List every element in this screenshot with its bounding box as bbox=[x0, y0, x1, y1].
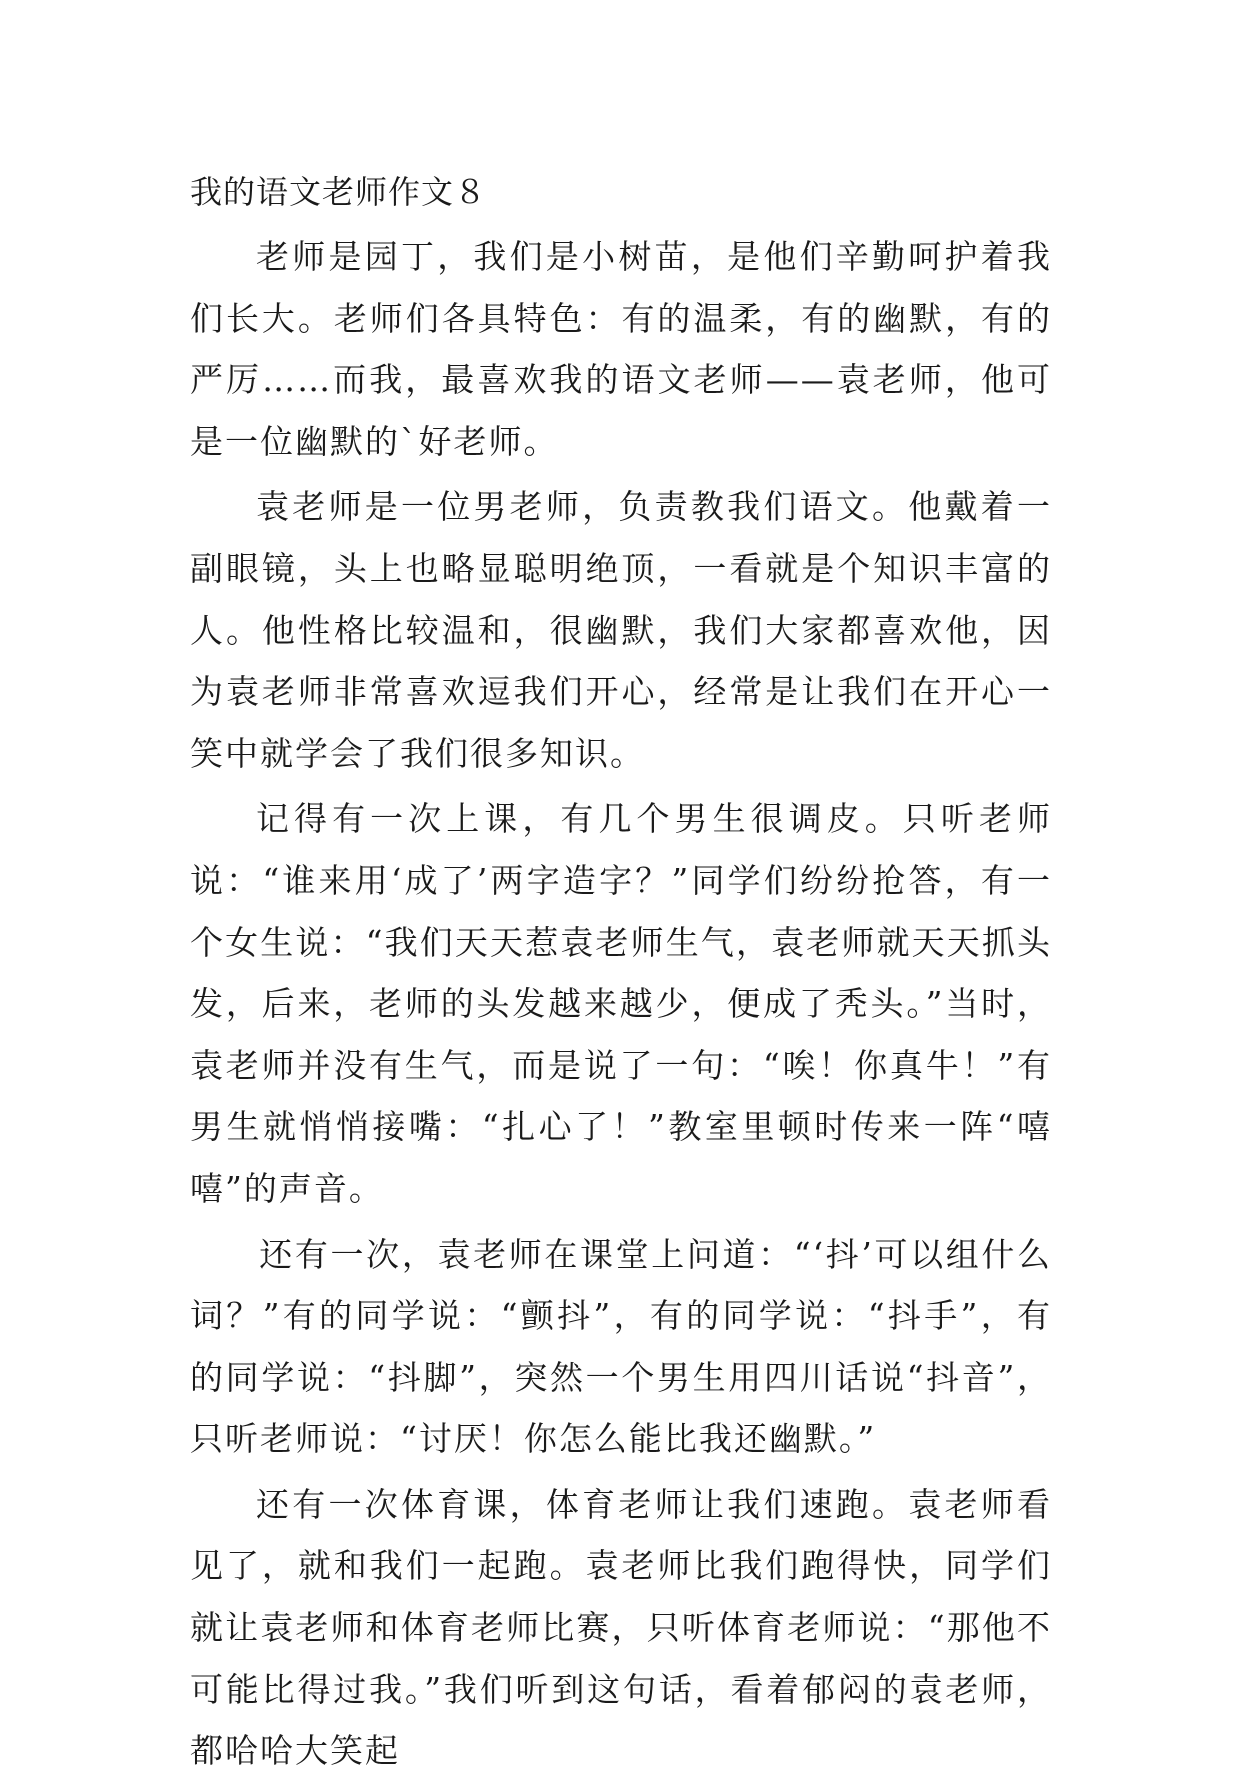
paragraph: 记得有一次上课，有几个男生很调皮。只听老师说：“谁来用‘成了’两字造字？”同学们纷纷抢答，有一个女生说：“我们天天惹袁老师生气，袁老师就天天抓头发，后来，老师的头发越来越少，便成了秃头。”当时，袁老师并没有生气，而是说了一句：“唉！你真牛！”有男生就悄悄接嘴：“扎心了！”教室里顿时传来一阵“嘻嘻”的声音。 bbox=[190, 799, 1052, 1208]
paragraph: 还有一次体育课，体育老师让我们速跑。袁老师看见了，就和我们一起跑。袁老师比我们跑得快，同学们就让袁老师和体育老师比赛，只听体育老师说：“那他不可能比得过我。”我们听到这句话，看着郁闷的袁老师，都哈哈大笑起 bbox=[190, 1484, 1052, 1771]
paragraph: 袁老师是一位男老师，负责教我们语文。他戴着一副眼镜，头上也略显聪明绝顶，一看就是个知识丰富的人。他性格比较温和，很幽默，我们大家都喜欢他，因为袁老师非常喜欢逗我们开心，经常是让我们在开心一笑中就学会了我们很多知识。 bbox=[190, 487, 1052, 773]
document-title: 我的语文老师作文８ bbox=[190, 173, 488, 211]
paragraph: 老师是园丁，我们是小树苗，是他们辛勤呵护着我们长大。老师们各具特色：有的温柔，有的幽默，有的严厉……而我，最喜欢我的语文老师——袁老师，他可是一位幽默的`好老师。 bbox=[190, 237, 1052, 461]
paragraph: 还有一次，袁老师在课堂上问道：“‘抖’可以组什么词？”有的同学说：“颤抖”，有的同学说：“抖手”，有的同学说：“抖脚”，突然一个男生用四川话说“抖音”，只听老师说：“讨厌！你怎么能比我还幽默。” bbox=[190, 1234, 1052, 1459]
document-body bbox=[190, 162, 1052, 1786]
